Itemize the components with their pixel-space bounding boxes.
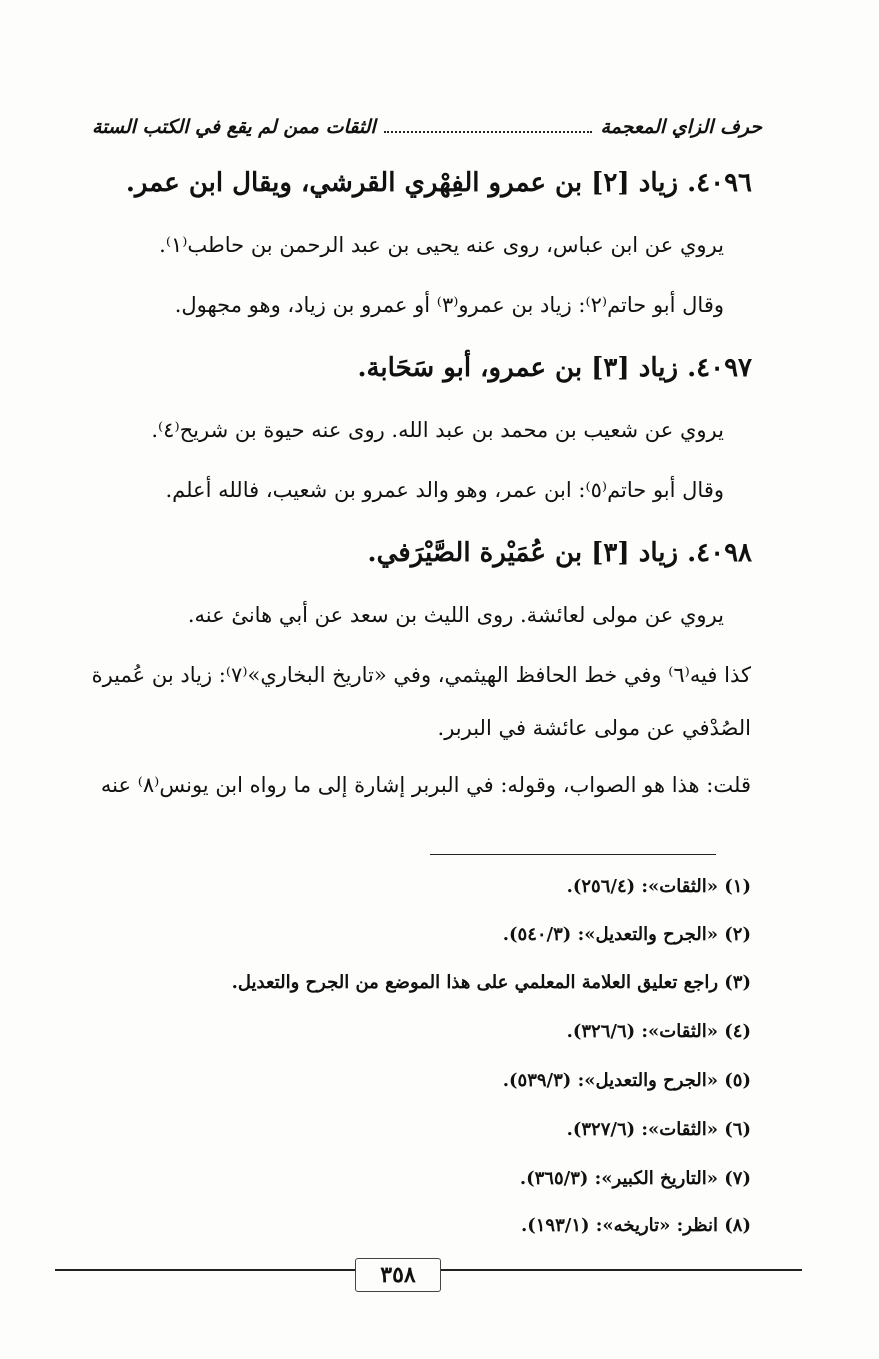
- chapter-title: حرف الزاي المعجمة: [600, 116, 762, 138]
- footnote-item: (٦) «الثقات»: (٣٢٧/٦).: [566, 1119, 751, 1140]
- footnote-item: (٢) «الجرح والتعديل»: (٥٤٠/٣).: [502, 924, 751, 945]
- entry-heading-4098: ٤٠٩٨. زياد [٣] بن عُمَيْرة الصَّيْرَفي.: [367, 538, 752, 568]
- book-title: الثقات ممن لم يقع في الكتب الستة: [92, 116, 376, 138]
- footnote-item: (٨) انظر: «تاريخه»: (١٩٣/١).: [520, 1215, 751, 1236]
- footnote-item: (٤) «الثقات»: (٣٢٦/٦).: [566, 1021, 751, 1042]
- entry-text-line: الصُدْفي عن مولى عائشة في البربر.: [437, 716, 751, 740]
- entry-heading-4097: ٤٠٩٧. زياد [٣] بن عمرو، أبو سَحَابة.: [357, 353, 752, 383]
- entry-text-line: وقال أبو حاتم⁽٥⁾: ابن عمر، وهو والد عمرو بن شعيب، فالله أعلم.: [165, 478, 724, 502]
- entry-text-line: كذا فيه⁽٦⁾ وفي خط الحافظ الهيثمي، وفي «تاريخ البخاري»⁽٧⁾: زياد بن عُميرة: [91, 663, 751, 687]
- page-number: [355, 1258, 441, 1292]
- entry-text-line: قلت: هذا هو الصواب، وقوله: في البربر إشارة إلى ما رواه ابن يونس⁽٨⁾ عنه: [100, 773, 751, 797]
- entry-text-line: يروي عن مولى لعائشة. روى الليث بن سعد عن أبي هانئ عنه.: [187, 603, 724, 627]
- page-number-text: ٣٥٨: [380, 1262, 416, 1288]
- footnote-item: (٧) «التاريخ الكبير»: (٣٦٥/٣).: [519, 1168, 751, 1189]
- footnote-separator: [430, 854, 716, 855]
- entry-text-line: وقال أبو حاتم⁽٢⁾: زياد بن عمرو⁽٣⁾ أو عمرو بن زياد، وهو مجهول.: [174, 293, 724, 317]
- footnote-item: (٣) راجع تعليق العلامة المعلمي على هذا الموضع من الجرح والتعديل.: [231, 972, 751, 993]
- header-dots: [384, 121, 593, 133]
- entry-text-line: يروي عن شعيب بن محمد بن عبد الله. روى عنه حيوة بن شريح⁽٤⁾.: [151, 418, 724, 442]
- footnote-item: (١) «الثقات»: (٢٥٦/٤).: [566, 876, 751, 897]
- entry-heading-4096: ٤٠٩٦. زياد [٢] بن عمرو الفِهْري القرشي، ويقال ابن عمر.: [125, 168, 752, 198]
- running-header: [92, 112, 762, 142]
- footnote-item: (٥) «الجرح والتعديل»: (٥٣٩/٣).: [502, 1070, 751, 1091]
- entry-text-line: يروي عن ابن عباس، روى عنه يحيى بن عبد الرحمن بن حاطب⁽١⁾.: [159, 233, 724, 257]
